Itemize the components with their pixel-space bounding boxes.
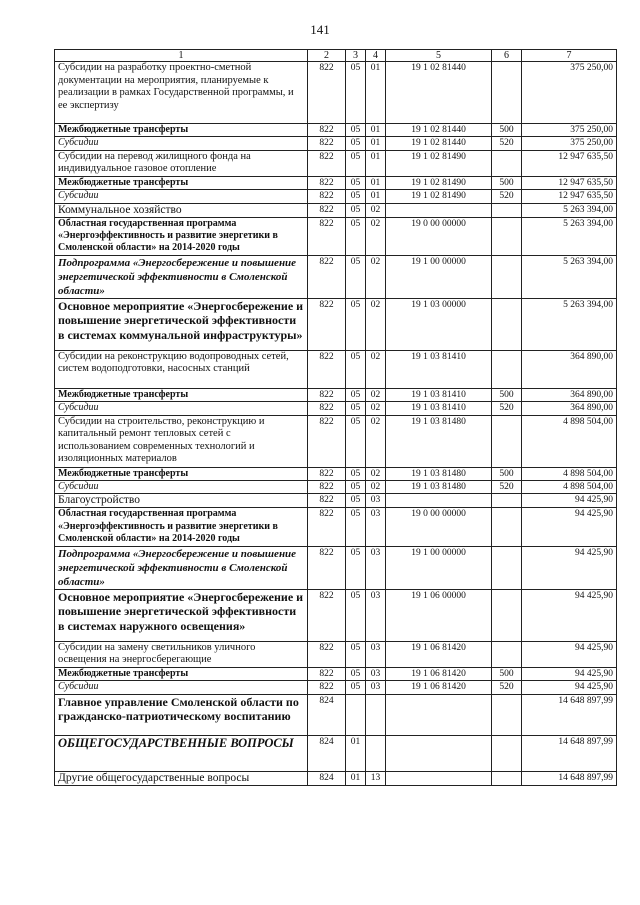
- row-name-cell: Основное мероприятие «Энергосбережение и повышение энергетической эффективности в системах коммунальной инфраструктуры»: [55, 298, 308, 350]
- section-code-cell: 05: [346, 298, 366, 350]
- section-code-cell: 05: [346, 546, 366, 589]
- grbs-code-cell: 822: [308, 415, 346, 467]
- table-row: [55, 694, 617, 735]
- subsection-code-cell: [366, 735, 386, 771]
- row-name-cell: Межбюджетные трансферты: [55, 176, 308, 189]
- subsection-code-cell: 01: [366, 190, 386, 203]
- section-code-cell: 05: [346, 190, 366, 203]
- grbs-code-cell: 824: [308, 694, 346, 735]
- section-code-cell: 05: [346, 467, 366, 480]
- row-name-cell: Главное управление Смоленской области по гражданско-патриотическому воспитанию: [55, 694, 308, 735]
- grbs-code-cell: 822: [308, 494, 346, 508]
- grbs-code-cell: 822: [308, 508, 346, 546]
- grbs-code-cell: 822: [308, 667, 346, 680]
- table-row: [55, 203, 617, 217]
- section-code-cell: 05: [346, 217, 366, 255]
- expense-type-cell: 520: [492, 190, 522, 203]
- row-name-cell: Межбюджетные трансферты: [55, 667, 308, 680]
- grbs-code-cell: 822: [308, 388, 346, 401]
- table-row: [55, 589, 617, 641]
- target-article-cell: 19 1 03 81410: [386, 350, 492, 388]
- table-row: [55, 124, 617, 137]
- target-article-cell: [386, 203, 492, 217]
- grbs-code-cell: 822: [308, 481, 346, 494]
- row-name-cell: Субсидии на строительство, реконструкцию и капитальный ремонт тепловых сетей с использованием современных технологий и изоляционных материалов: [55, 415, 308, 467]
- subsection-code-cell: 02: [366, 255, 386, 298]
- subsection-code-cell: 01: [366, 176, 386, 189]
- grbs-code-cell: 822: [308, 217, 346, 255]
- table-row: [55, 667, 617, 680]
- grbs-code-cell: 824: [308, 735, 346, 771]
- amount-cell: 364 890,00: [522, 350, 617, 388]
- subsection-code-cell: 02: [366, 298, 386, 350]
- column-header: 7: [522, 50, 617, 62]
- amount-cell: 364 890,00: [522, 402, 617, 415]
- amount-cell: 94 425,90: [522, 641, 617, 667]
- table-row: [55, 735, 617, 771]
- section-code-cell: 05: [346, 508, 366, 546]
- amount-cell: 14 648 897,99: [522, 771, 617, 785]
- target-article-cell: 19 1 06 00000: [386, 589, 492, 641]
- expense-type-cell: [492, 203, 522, 217]
- grbs-code-cell: 822: [308, 467, 346, 480]
- row-name-cell: Субсидии: [55, 481, 308, 494]
- target-article-cell: 19 0 00 00000: [386, 508, 492, 546]
- grbs-code-cell: 822: [308, 137, 346, 150]
- expense-type-cell: [492, 217, 522, 255]
- amount-cell: 94 425,90: [522, 494, 617, 508]
- target-article-cell: [386, 771, 492, 785]
- budget-table: [54, 49, 617, 786]
- subsection-code-cell: 13: [366, 771, 386, 785]
- amount-cell: 5 263 394,00: [522, 255, 617, 298]
- amount-cell: 14 648 897,99: [522, 694, 617, 735]
- amount-cell: 12 947 635,50: [522, 190, 617, 203]
- subsection-code-cell: [366, 694, 386, 735]
- section-code-cell: 01: [346, 771, 366, 785]
- subsection-code-cell: 03: [366, 589, 386, 641]
- row-name-cell: Межбюджетные трансферты: [55, 467, 308, 480]
- subsection-code-cell: 03: [366, 546, 386, 589]
- row-name-cell: Субсидии на перевод жилищного фонда на индивидуальное газовое отопление: [55, 150, 308, 176]
- subsection-code-cell: 01: [366, 137, 386, 150]
- subsection-code-cell: 03: [366, 641, 386, 667]
- table-row: [55, 415, 617, 467]
- target-article-cell: [386, 694, 492, 735]
- table-row: [55, 298, 617, 350]
- target-article-cell: 19 1 03 81480: [386, 415, 492, 467]
- expense-type-cell: [492, 150, 522, 176]
- expense-type-cell: [492, 350, 522, 388]
- amount-cell: 5 263 394,00: [522, 217, 617, 255]
- table-row: [55, 255, 617, 298]
- expense-type-cell: 500: [492, 124, 522, 137]
- subsection-code-cell: 02: [366, 388, 386, 401]
- amount-cell: 5 263 394,00: [522, 203, 617, 217]
- section-code-cell: 05: [346, 350, 366, 388]
- table-row: [55, 190, 617, 203]
- amount-cell: 375 250,00: [522, 62, 617, 124]
- row-name-cell: ОБЩЕГОСУДАРСТВЕННЫЕ ВОПРОСЫ: [55, 735, 308, 771]
- table-row: [55, 546, 617, 589]
- row-name-cell: Межбюджетные трансферты: [55, 388, 308, 401]
- subsection-code-cell: 03: [366, 681, 386, 694]
- section-code-cell: 05: [346, 62, 366, 124]
- subsection-code-cell: 02: [366, 203, 386, 217]
- expense-type-cell: 520: [492, 681, 522, 694]
- amount-cell: 375 250,00: [522, 137, 617, 150]
- grbs-code-cell: 822: [308, 589, 346, 641]
- grbs-code-cell: 822: [308, 298, 346, 350]
- target-article-cell: 19 1 00 00000: [386, 546, 492, 589]
- grbs-code-cell: 822: [308, 402, 346, 415]
- amount-cell: 12 947 635,50: [522, 150, 617, 176]
- grbs-code-cell: 822: [308, 350, 346, 388]
- row-name-cell: Субсидии: [55, 190, 308, 203]
- table-header-row: [55, 50, 617, 62]
- column-header: 2: [308, 50, 346, 62]
- amount-cell: 4 898 504,00: [522, 467, 617, 480]
- amount-cell: 364 890,00: [522, 388, 617, 401]
- row-name-cell: Основное мероприятие «Энергосбережение и повышение энергетической эффективности в системах наружного освещения»: [55, 589, 308, 641]
- table-row: [55, 150, 617, 176]
- expense-type-cell: [492, 641, 522, 667]
- amount-cell: 94 425,90: [522, 508, 617, 546]
- section-code-cell: 05: [346, 203, 366, 217]
- expense-type-cell: [492, 771, 522, 785]
- subsection-code-cell: 02: [366, 481, 386, 494]
- section-code-cell: 05: [346, 481, 366, 494]
- target-article-cell: 19 1 00 00000: [386, 255, 492, 298]
- table-row: [55, 350, 617, 388]
- section-code-cell: 05: [346, 150, 366, 176]
- row-name-cell: Областная государственная программа «Энергоэффективность и развитие энергетики в Смоленской области» на 2014-2020 годы: [55, 508, 308, 546]
- amount-cell: 12 947 635,50: [522, 176, 617, 189]
- section-code-cell: 05: [346, 124, 366, 137]
- amount-cell: 14 648 897,99: [522, 735, 617, 771]
- expense-type-cell: [492, 735, 522, 771]
- subsection-code-cell: 02: [366, 217, 386, 255]
- row-name-cell: Субсидии: [55, 137, 308, 150]
- expense-type-cell: 520: [492, 137, 522, 150]
- row-name-cell: Подпрограмма «Энергосбережение и повышение энергетической эффективности в Смоленской области»: [55, 546, 308, 589]
- section-code-cell: 05: [346, 494, 366, 508]
- section-code-cell: 05: [346, 388, 366, 401]
- expense-type-cell: 500: [492, 176, 522, 189]
- amount-cell: 4 898 504,00: [522, 481, 617, 494]
- grbs-code-cell: 822: [308, 62, 346, 124]
- row-name-cell: Другие общегосударственные вопросы: [55, 771, 308, 785]
- expense-type-cell: [492, 255, 522, 298]
- section-code-cell: 05: [346, 589, 366, 641]
- section-code-cell: 05: [346, 137, 366, 150]
- amount-cell: 4 898 504,00: [522, 415, 617, 467]
- target-article-cell: 19 1 03 81480: [386, 467, 492, 480]
- row-name-cell: Субсидии на реконструкцию водопроводных сетей, систем водоподготовки, насосных станций: [55, 350, 308, 388]
- grbs-code-cell: 824: [308, 771, 346, 785]
- expense-type-cell: 500: [492, 467, 522, 480]
- target-article-cell: 19 1 02 81440: [386, 62, 492, 124]
- expense-type-cell: [492, 415, 522, 467]
- subsection-code-cell: 03: [366, 508, 386, 546]
- target-article-cell: 19 0 00 00000: [386, 217, 492, 255]
- grbs-code-cell: 822: [308, 255, 346, 298]
- section-code-cell: 05: [346, 402, 366, 415]
- expense-type-cell: [492, 694, 522, 735]
- subsection-code-cell: 01: [366, 124, 386, 137]
- section-code-cell: [346, 694, 366, 735]
- grbs-code-cell: 822: [308, 546, 346, 589]
- target-article-cell: 19 1 02 81440: [386, 124, 492, 137]
- row-name-cell: Субсидии: [55, 402, 308, 415]
- subsection-code-cell: 02: [366, 415, 386, 467]
- expense-type-cell: [492, 62, 522, 124]
- column-header: 4: [366, 50, 386, 62]
- section-code-cell: 05: [346, 667, 366, 680]
- grbs-code-cell: 822: [308, 124, 346, 137]
- column-header: 6: [492, 50, 522, 62]
- target-article-cell: 19 1 02 81490: [386, 150, 492, 176]
- expense-type-cell: 500: [492, 388, 522, 401]
- target-article-cell: 19 1 03 81480: [386, 481, 492, 494]
- amount-cell: 375 250,00: [522, 124, 617, 137]
- table-row: [55, 481, 617, 494]
- table-row: [55, 388, 617, 401]
- target-article-cell: 19 1 02 81490: [386, 176, 492, 189]
- section-code-cell: 05: [346, 415, 366, 467]
- table-row: [55, 771, 617, 785]
- target-article-cell: 19 1 06 81420: [386, 641, 492, 667]
- subsection-code-cell: 02: [366, 402, 386, 415]
- grbs-code-cell: 822: [308, 681, 346, 694]
- amount-cell: 94 425,90: [522, 589, 617, 641]
- subsection-code-cell: 02: [366, 350, 386, 388]
- table-row: [55, 217, 617, 255]
- table-row: [55, 176, 617, 189]
- table-row: [55, 402, 617, 415]
- grbs-code-cell: 822: [308, 176, 346, 189]
- target-article-cell: 19 1 03 81410: [386, 388, 492, 401]
- table-row: [55, 494, 617, 508]
- column-header: 1: [55, 50, 308, 62]
- column-header: 3: [346, 50, 366, 62]
- section-code-cell: 05: [346, 681, 366, 694]
- row-name-cell: Коммунальное хозяйство: [55, 203, 308, 217]
- table-row: [55, 508, 617, 546]
- target-article-cell: [386, 735, 492, 771]
- page-number: 141: [310, 22, 330, 37]
- expense-type-cell: [492, 589, 522, 641]
- row-name-cell: Подпрограмма «Энергосбережение и повышение энергетической эффективности в Смоленской области»: [55, 255, 308, 298]
- expense-type-cell: [492, 546, 522, 589]
- grbs-code-cell: 822: [308, 190, 346, 203]
- row-name-cell: Межбюджетные трансферты: [55, 124, 308, 137]
- subsection-code-cell: 03: [366, 667, 386, 680]
- expense-type-cell: [492, 494, 522, 508]
- target-article-cell: 19 1 06 81420: [386, 681, 492, 694]
- amount-cell: 94 425,90: [522, 546, 617, 589]
- target-article-cell: [386, 494, 492, 508]
- row-name-cell: Субсидии на замену светильников уличного освещения на энергосберегающие: [55, 641, 308, 667]
- grbs-code-cell: 822: [308, 150, 346, 176]
- table-row: [55, 681, 617, 694]
- amount-cell: 94 425,90: [522, 667, 617, 680]
- row-name-cell: Субсидии: [55, 681, 308, 694]
- section-code-cell: 05: [346, 641, 366, 667]
- expense-type-cell: 520: [492, 402, 522, 415]
- target-article-cell: 19 1 03 81410: [386, 402, 492, 415]
- table-row: [55, 62, 617, 124]
- expense-type-cell: 520: [492, 481, 522, 494]
- table-row: [55, 641, 617, 667]
- expense-type-cell: 500: [492, 667, 522, 680]
- row-name-cell: Благоустройство: [55, 494, 308, 508]
- section-code-cell: 05: [346, 255, 366, 298]
- subsection-code-cell: 01: [366, 62, 386, 124]
- subsection-code-cell: 01: [366, 150, 386, 176]
- target-article-cell: 19 1 03 00000: [386, 298, 492, 350]
- column-header: 5: [386, 50, 492, 62]
- grbs-code-cell: 822: [308, 203, 346, 217]
- subsection-code-cell: 02: [366, 467, 386, 480]
- expense-type-cell: [492, 508, 522, 546]
- target-article-cell: 19 1 06 81420: [386, 667, 492, 680]
- row-name-cell: Субсидии на разработку проектно-сметной документации на мероприятия, планируемые к реализации в рамках Государственной программы, и ее экспертизу: [55, 62, 308, 124]
- amount-cell: 5 263 394,00: [522, 298, 617, 350]
- row-name-cell: Областная государственная программа «Энергоэффективность и развитие энергетики в Смоленской области» на 2014-2020 годы: [55, 217, 308, 255]
- section-code-cell: 01: [346, 735, 366, 771]
- amount-cell: 94 425,90: [522, 681, 617, 694]
- target-article-cell: 19 1 02 81440: [386, 137, 492, 150]
- section-code-cell: 05: [346, 176, 366, 189]
- table-row: [55, 137, 617, 150]
- grbs-code-cell: 822: [308, 641, 346, 667]
- subsection-code-cell: 03: [366, 494, 386, 508]
- table-row: [55, 467, 617, 480]
- expense-type-cell: [492, 298, 522, 350]
- target-article-cell: 19 1 02 81490: [386, 190, 492, 203]
